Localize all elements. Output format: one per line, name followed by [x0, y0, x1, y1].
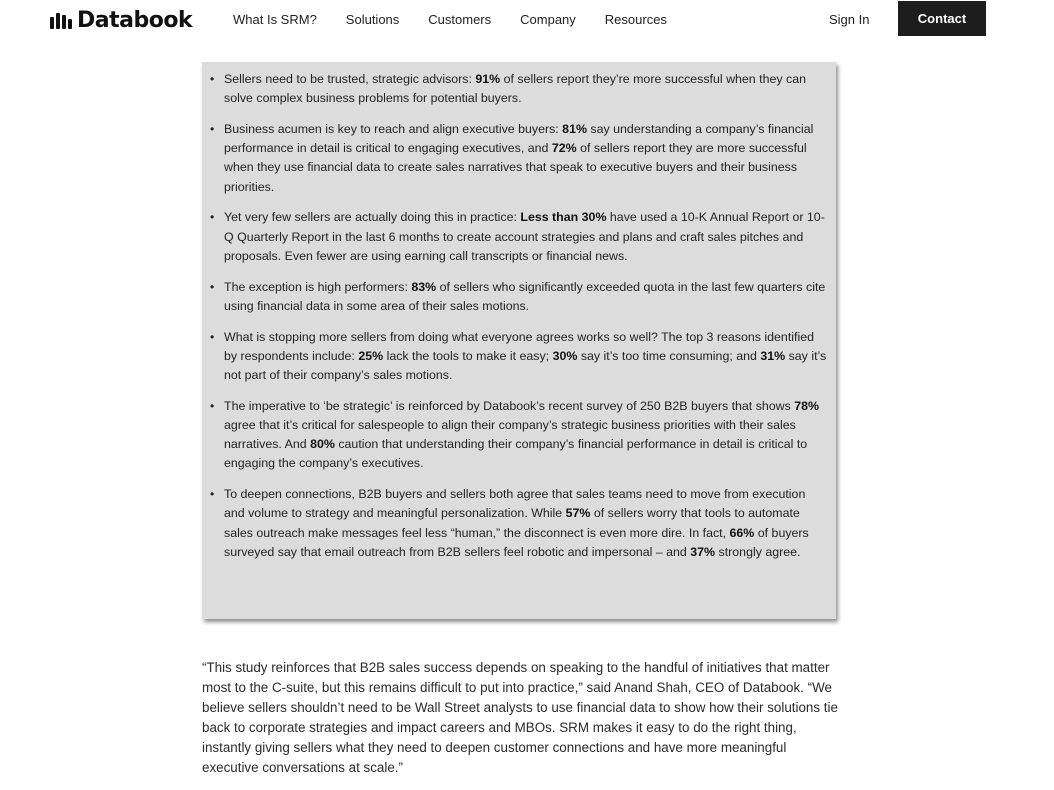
finding-item: [210, 278, 828, 316]
finding-text: Yet very few sellers are actually doing this in practice:: [224, 210, 521, 225]
finding-text: agree that it’s critical for salespeople to align their company’s strategic business priorities with their sales narratives. And: [224, 418, 796, 452]
finding-text: caution that understanding their company’s financial performance in detail is critical to engaging the company’s executives.: [224, 437, 808, 471]
finding-stat: 31%: [760, 348, 786, 363]
finding-text: The imperative to ‘be strategic’ is reinforced by Databook’s recent survey of 250 B2B buyers that shows: [224, 398, 795, 413]
bullet-icon: •: [210, 122, 215, 136]
ceo-quote: “This study reinforces that B2B sales success depends on speaking to the handful of initiatives that matter most to the C-suite, but this remains difficult to put into practice,” said Anand Shah, CEO of Databook. “We believe sellers shouldn’t need to be Wall Street analysts to use financial data to show how their solutions tie back to corporate strategies and impact careers and MBOs. SRM makes it easy to do the right thing, instantly giving sellers what they need to deepen customer connections and have more meaningful executive conversations at scale.”: [202, 660, 838, 775]
finding-text: lack the tools to make it easy;: [383, 348, 553, 363]
finding-stat: 37%: [690, 544, 716, 559]
logo-text: Databook: [77, 7, 193, 33]
finding-text: What is stopping more sellers from doing what everyone agrees works so well? The top 3 reasons identified by respondents include:: [224, 329, 815, 363]
bullet-icon: •: [210, 210, 215, 225]
bullet-icon: •: [210, 72, 215, 86]
finding-text: say it’s not part of their company’s sales motions.: [224, 348, 827, 383]
finding-stat: 78%: [794, 398, 820, 413]
site-header: [0, 0, 1054, 40]
nav-company[interactable]: Company: [520, 12, 576, 27]
finding-stat: 25%: [358, 348, 384, 363]
nav-customers[interactable]: Customers: [428, 12, 492, 27]
finding-text: say it’s too time consuming; and: [577, 348, 761, 363]
finding-item: [210, 70, 828, 108]
finding-text: have used a 10-K Annual Report or 10-Q Quarterly Report in the last 6 months to create account strategies and plans and craft sales pitches and proposals. Even fewer are using earning call transcripts or financial news.: [224, 210, 825, 263]
finding-stat: 30%: [552, 348, 578, 363]
contact-button[interactable]: Contact: [898, 1, 986, 36]
finding-stat: 83%: [411, 279, 437, 294]
key-findings-box: [202, 62, 836, 619]
bullet-icon: •: [210, 487, 215, 502]
bullet-icon: •: [210, 329, 215, 344]
databook-logo[interactable]: [50, 7, 192, 33]
finding-text: The exception is high performers:: [224, 279, 412, 294]
bullet-icon: •: [210, 279, 215, 294]
finding-stat: 66%: [729, 525, 755, 540]
finding-stat: 57%: [565, 506, 591, 521]
finding-stat: 72%: [551, 141, 577, 156]
bar-chart-icon: [50, 11, 74, 29]
finding-text: Sellers need to be trusted, strategic advisors:: [224, 72, 476, 86]
finding-text: To deepen connections, B2B buyers and sellers both agree that sales teams need to move from execution and volume to strategy and meaningful personalization. While: [224, 487, 806, 521]
finding-item: [210, 328, 828, 386]
finding-item: [210, 208, 828, 266]
finding-text: Business acumen is key to reach and align executive buyers:: [224, 122, 563, 136]
finding-item: [210, 120, 828, 197]
finding-item: [210, 397, 828, 474]
main-nav: [233, 12, 696, 27]
key-findings-list: [210, 70, 828, 562]
finding-stat: 80%: [310, 437, 335, 452]
finding-text: of sellers report they’re more successful when they can solve complex business problems for potential buyers.: [224, 72, 806, 106]
nav-resources[interactable]: Resources: [604, 12, 667, 27]
finding-stat: Less than 30%: [520, 210, 607, 225]
finding-text: say understanding a company’s financial performance in detail is critical to engaging executives, and: [224, 122, 814, 156]
finding-text: of sellers report they are more successful when they use financial data to create sales narratives that speak to executive buyers and their business priorities.: [224, 141, 807, 194]
sign-in-link[interactable]: Sign In: [829, 12, 870, 27]
bullet-icon: •: [210, 398, 215, 413]
finding-text: of buyers surveyed say that email outreach from B2B sellers feel robotic and impersonal – and: [224, 525, 809, 559]
finding-text: of sellers who significantly exceeded quota in the last few quarters cite using financial data in some area of their sales motions.: [224, 279, 826, 313]
finding-stat: 81%: [562, 122, 587, 136]
finding-stat: 91%: [475, 72, 501, 86]
nav-what-is-srm[interactable]: What Is SRM?: [233, 12, 317, 27]
nav-solutions[interactable]: Solutions: [345, 12, 400, 27]
finding-item: [210, 485, 828, 562]
finding-text: of sellers worry that tools to automate sales outreach make messages feel less “human,” the disconnect is even more dire. In fact,: [224, 506, 800, 540]
finding-text: strongly agree.: [715, 544, 801, 559]
